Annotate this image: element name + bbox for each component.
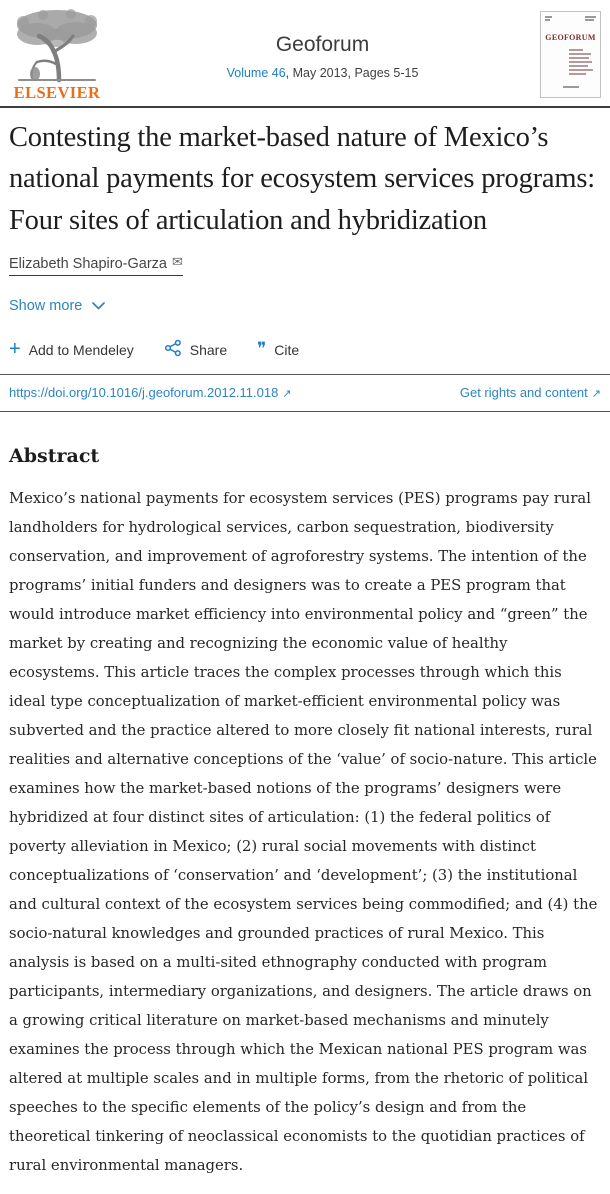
doi-link[interactable] [9, 385, 292, 400]
elsevier-wordmark: ELSEVIER [13, 83, 101, 102]
abstract-heading: Abstract [9, 445, 100, 468]
issue-rest: , May 2013, Pages 5-15 [285, 66, 419, 81]
author-row [9, 254, 601, 276]
show-more-label: Show more [9, 298, 83, 315]
doi-url: https://doi.org/10.1016/j.geoforum.2012.11.018 [9, 385, 279, 401]
cite-label: Cite [274, 341, 300, 358]
cover-journal-title: GEOFORUM [545, 33, 596, 42]
cite-quote-icon: ❞ [257, 338, 267, 358]
cover-top-text [545, 16, 596, 21]
doi-row [0, 375, 610, 411]
volume-link[interactable]: Volume 46 [226, 66, 286, 81]
share-button[interactable] [164, 339, 227, 360]
journal-banner-center [105, 8, 540, 80]
share-label: Share [189, 341, 228, 358]
show-more-button[interactable] [9, 298, 105, 314]
journal-cover-thumbnail[interactable] [540, 11, 601, 98]
doi-bottom-divider [0, 411, 610, 412]
share-icon [164, 339, 182, 360]
add-to-mendeley-button[interactable] [9, 337, 134, 360]
elsevier-tree-icon [9, 8, 105, 84]
issue-line [105, 66, 540, 80]
cover-publisher-line [563, 86, 579, 88]
abstract-section [0, 445, 610, 1194]
header-divider [0, 106, 610, 108]
external-link-icon: ↗ [282, 388, 292, 401]
envelope-icon: ✉ [171, 254, 183, 270]
author-name: Elizabeth Shapiro-Garza [9, 256, 167, 273]
journal-banner [0, 0, 610, 106]
journal-title-link[interactable]: Geoforum [275, 33, 370, 56]
article-head [0, 117, 610, 361]
author-link[interactable] [9, 254, 183, 276]
add-to-mendeley-label: Add to Mendeley [28, 341, 134, 358]
abstract-text: Mexico’s national payments for ecosystem services (PES) programs pay rural landholders for hydrological services, carbon sequestration, biodiversity conservation, and improvement of agroforestry systems. The intention of the programs’ initial funders and designers was to create a PES program that would introduce market efficiency into environmental policy and “green” the market by creating and recognizing the economic value of healthy ecosystems. This article traces the complex processes through which this ideal type conceptualization of market-efficient environmental policy was subverted and the practice altered to more closely fit national interests, rural realities and alternative conceptions of the ‘value’ of socio-nature. This article examines how the market-based notions of the programs’ designers were hybridized at four distinct sites of articulation: (1) the federal politics of poverty alleviation in Mexico; (2) rural social movements with distinct conceptualizations of ‘conservation’ and ‘development’; (3) the institutional and cultural context of the ecosystem services being commodified; and (4) the socio-natural knowledges and grounded practices of rural Mexico. This analysis is based on a multi-sited ethnography conducted with program participants, intermediary organizations, and designers. The article draws on a growing critical literature on market-based mechanisms and minutely examines the process through which the Mexican national PES program was altered at multiple scales and in multiple forms, from the rhetoric of political speeches to the specific elements of the policy’s design and from the theoretical tinkering of neoclassical economists to the quotidian practices of rural environmental managers. [9, 490, 598, 1175]
plus-icon: + [9, 337, 21, 360]
cover-text-lines [569, 49, 596, 75]
elsevier-logo[interactable] [9, 8, 105, 102]
rights-label: Get rights and content [459, 385, 588, 401]
external-link-icon: ↗ [591, 388, 601, 401]
chevron-down-icon [92, 298, 105, 314]
article-title: Contesting the market-based nature of Mexico’s national payments for ecosystem services programs: Four sites of articulation and hybridization [9, 121, 595, 237]
action-row [9, 339, 601, 360]
cite-button[interactable] [257, 338, 300, 358]
rights-and-content-link[interactable] [460, 385, 601, 400]
